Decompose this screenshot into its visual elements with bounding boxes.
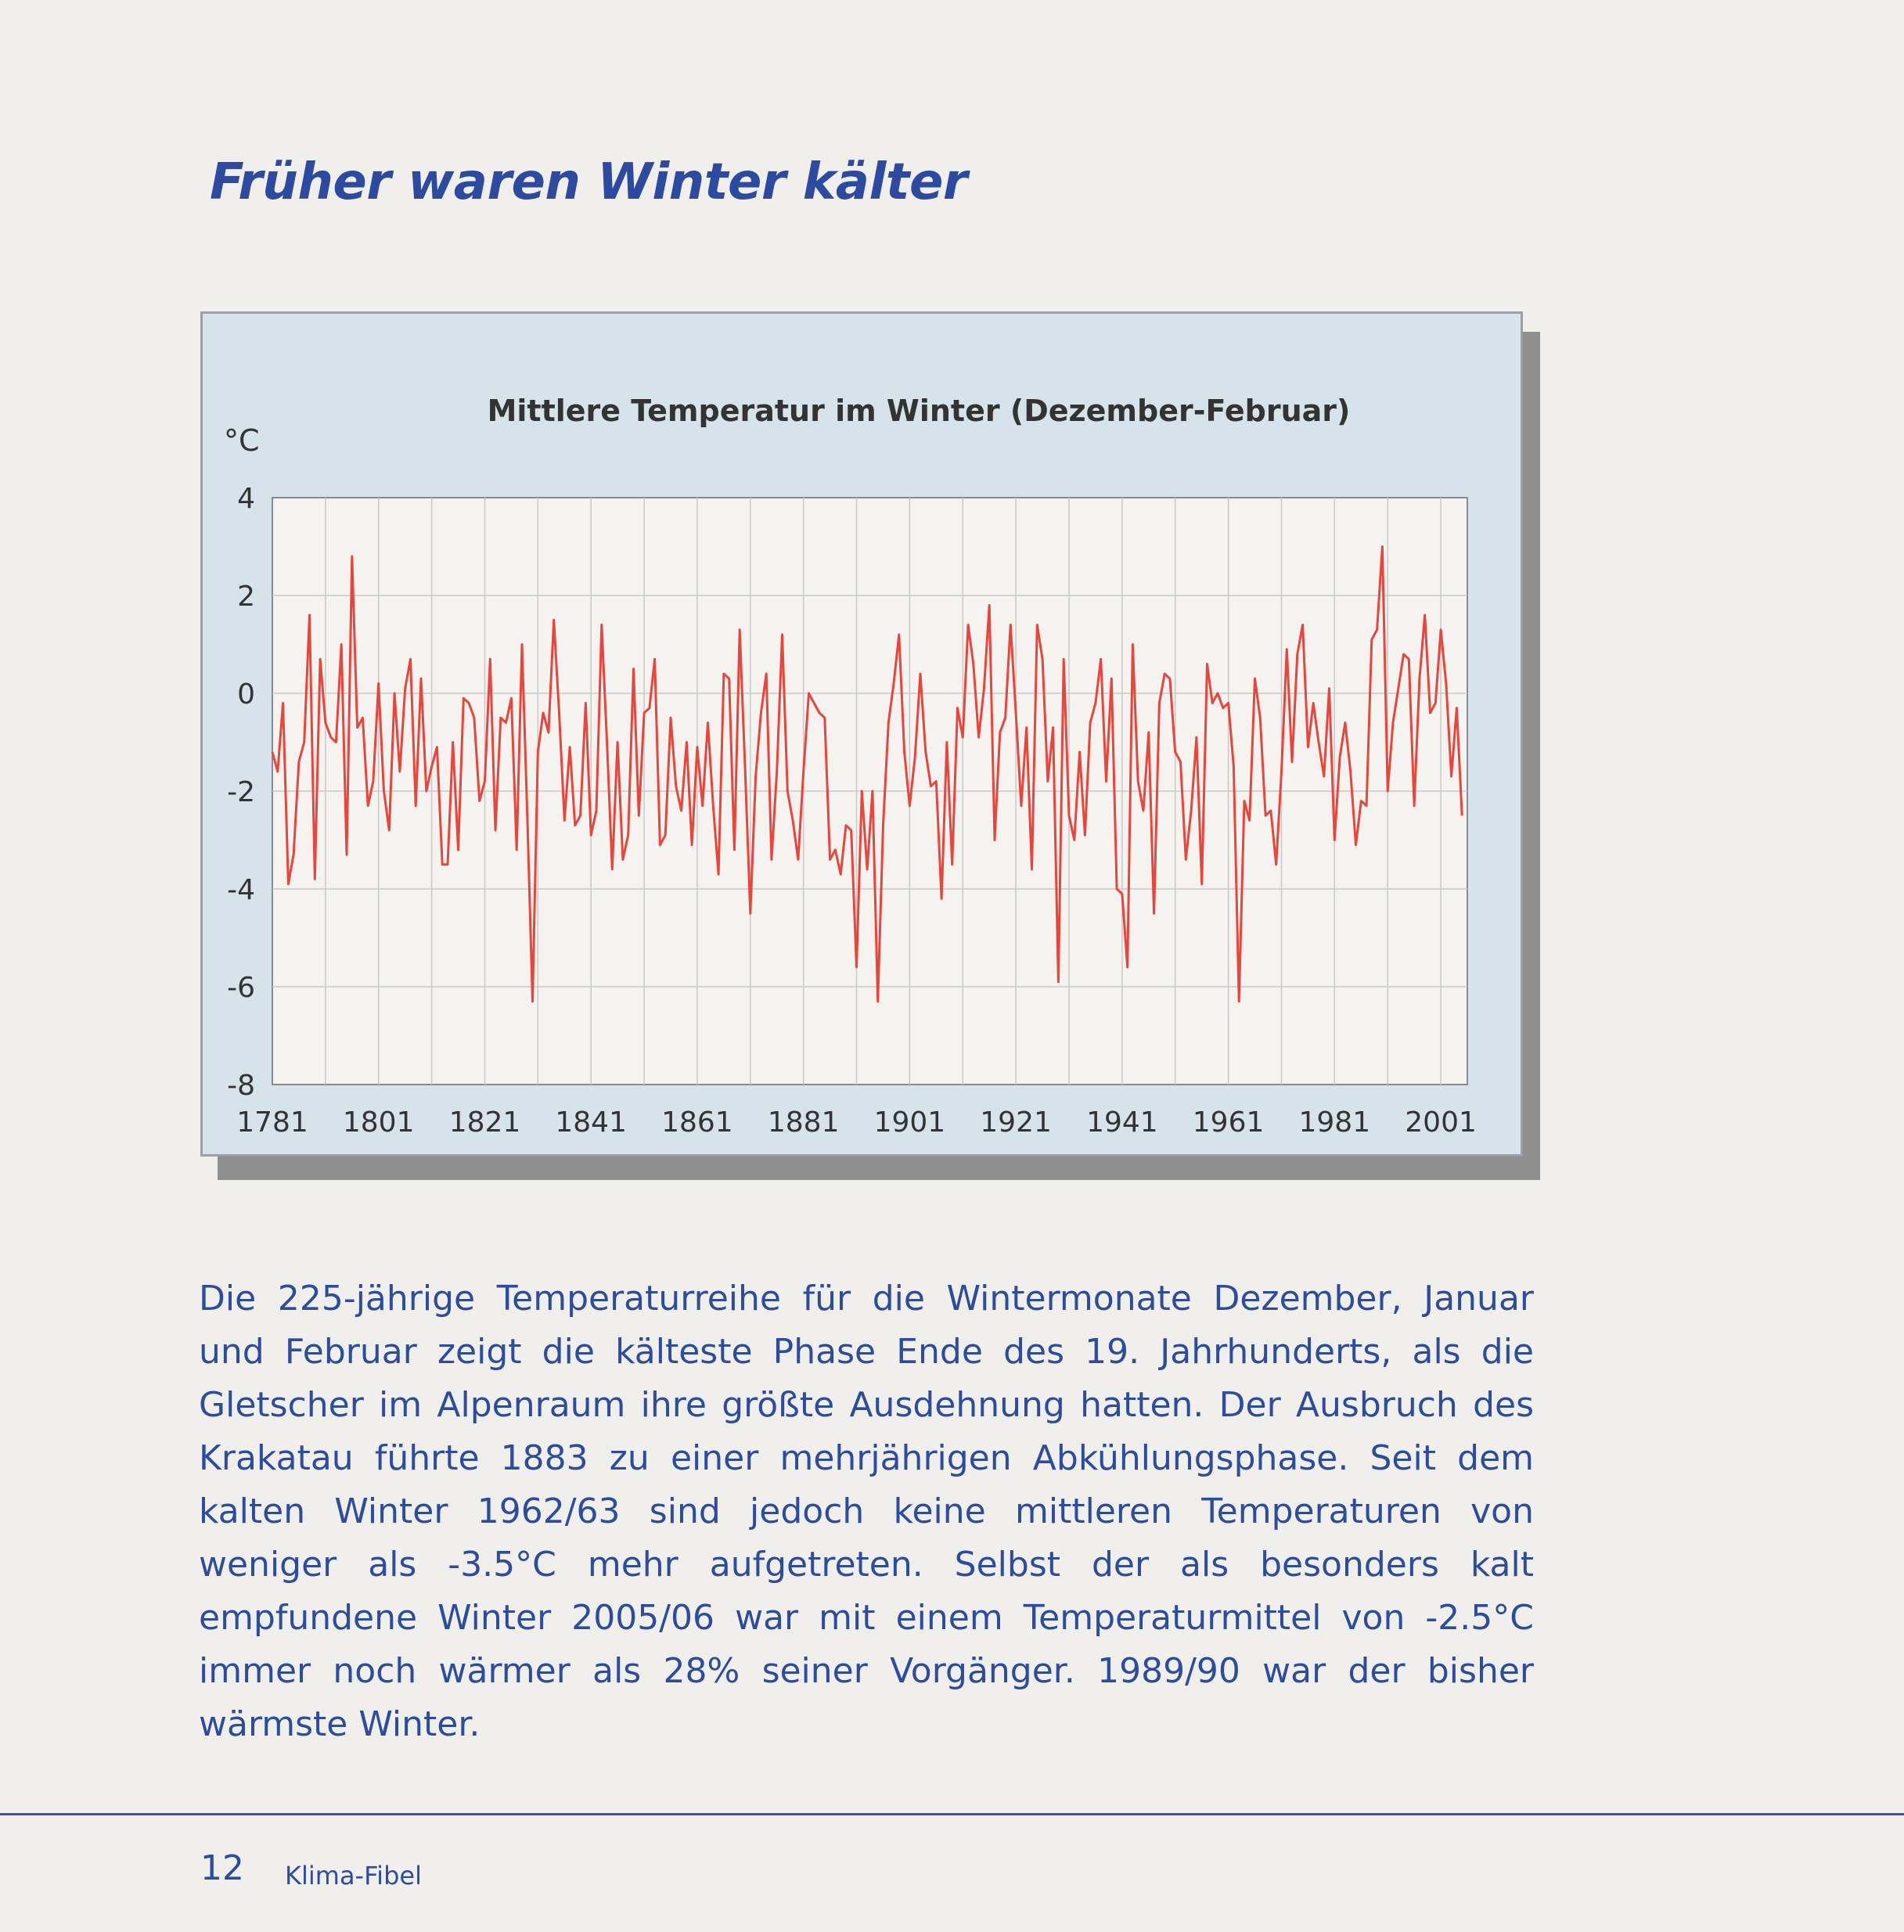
footer-label: Klima-Fibel: [285, 1861, 422, 1891]
x-tick-label: 1921: [980, 1106, 1052, 1139]
body-paragraph: Die 225-jährige Temperaturreihe für die Wintermonate Dezember, Januar und Februar zeigt die kälteste Phase Ende des 19. Jahrhunderts, als die Gletscher im Alpenraum ihre größte Ausdehnung hatten. Der Ausbruch des Krakatau führte 1883 zu einer mehrjährigen Abkühlungsphase. Seit dem kalten Winter 1962/63 sind jedoch keine mittleren Temperaturen von weniger als -3.5°C mehr aufgetreten. Selbst der als besonders kalt empfundene Winter 2005/06 war mit einem Temperaturmittel von -2.5°C immer noch wärmer als 28% seiner Vorgänger. 1989/90 war der bisher wärmste Winter.: [199, 1279, 1534, 1744]
x-tick-label: 1881: [767, 1106, 840, 1139]
x-tick-label: 1941: [1086, 1106, 1158, 1139]
x-tick-label: 1781: [236, 1106, 308, 1139]
y-tick-label: 4: [237, 483, 255, 515]
y-tick-label: -4: [227, 874, 255, 906]
page-number: 12: [200, 1848, 244, 1888]
y-tick-label: -6: [227, 972, 255, 1004]
footer-rule: [0, 1813, 1904, 1815]
y-tick-label: -8: [227, 1070, 255, 1102]
y-tick-label: -2: [227, 776, 255, 808]
x-tick-label: 1801: [342, 1106, 415, 1139]
x-tick-label: 1821: [448, 1106, 521, 1139]
x-tick-label: 1901: [873, 1106, 946, 1139]
chart-title: Mittlere Temperatur im Winter (Dezember-Februar): [487, 394, 1351, 428]
x-tick-label: 1861: [661, 1106, 733, 1139]
y-axis-label: °C: [224, 423, 260, 458]
page-title: Früher waren Winter kälter: [210, 153, 967, 211]
y-tick-label: 0: [237, 678, 255, 711]
y-tick-label: 2: [237, 581, 255, 613]
x-tick-label: 1841: [555, 1106, 628, 1139]
x-tick-label: 1981: [1298, 1106, 1371, 1139]
x-tick-label: 2001: [1405, 1106, 1477, 1139]
x-tick-label: 1961: [1192, 1106, 1265, 1139]
